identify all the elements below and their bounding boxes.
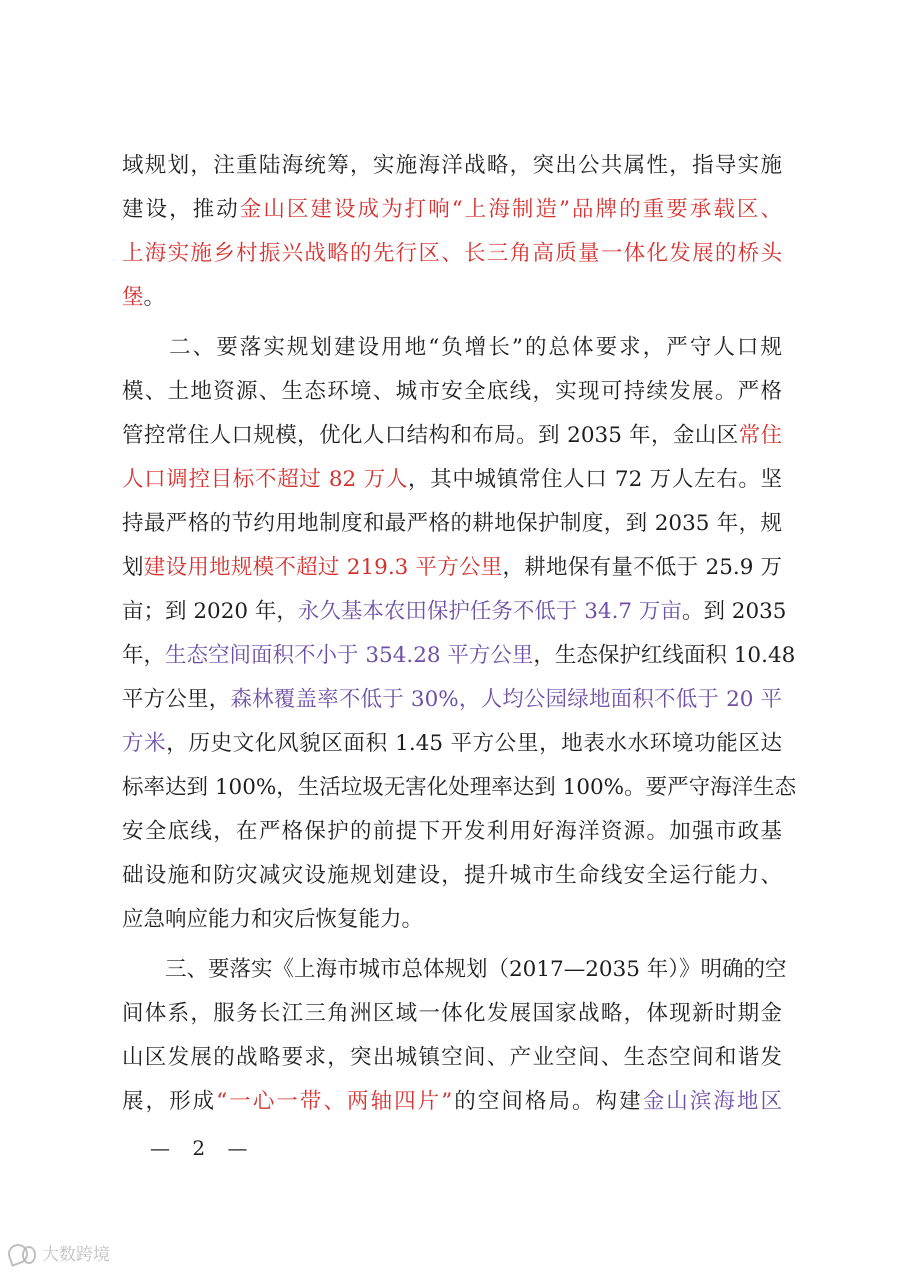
text-segment: 持最严格的节约用地制度和最严格的耕地保护制度，到 2035 年，规 xyxy=(122,511,782,536)
text-line xyxy=(122,854,782,898)
text-line xyxy=(122,948,787,992)
text-line xyxy=(122,898,782,942)
watermark xyxy=(8,1240,110,1265)
text-line xyxy=(122,1036,782,1080)
text-segment: 二、要落实规划建设用地“负增长”的总体要求，严守人口规 xyxy=(122,335,782,360)
page-number: — 2 — xyxy=(150,1136,256,1160)
text-line xyxy=(122,414,782,458)
highlight-red: 上海实施乡村振兴战略的先行区、长三角高质量一体化发展的桥头 xyxy=(122,241,782,266)
text-segment: 年， xyxy=(122,643,166,668)
text-segment: 。到 2035 xyxy=(681,599,787,624)
highlight-purple: 生态空间面积不小于 354.28 平方公里 xyxy=(165,643,534,668)
text-segment: 间体系，服务长江三角洲区域一体化发展国家战略，体现新时期金 xyxy=(122,1001,782,1026)
watermark-logo-icon xyxy=(8,1242,36,1264)
text-segment: 安全底线，在严格保护的前提下开发利用好海洋资源。加强市政基 xyxy=(122,819,782,844)
text-line xyxy=(122,810,782,854)
document-body xyxy=(122,144,797,1124)
highlight-purple: 森林覆盖率不低于 30%，人均公园绿地面积不低于 20 平 xyxy=(230,687,782,712)
highlight-red: 金山区建设成为打响“上海制造”品牌的重要承载区、 xyxy=(239,197,782,222)
highlight-red: 堡 xyxy=(122,285,144,310)
text-segment: 划 xyxy=(122,555,144,580)
text-segment: 亩；到 2020 年， xyxy=(122,599,298,624)
text-segment: ，其中城镇常住人口 72 万人左右。坚 xyxy=(408,467,783,492)
text-segment: 三、要落实《上海市城市总体规划（2017—2035 年）》明确的空 xyxy=(122,957,787,982)
text-line xyxy=(122,678,782,722)
highlight-red: 建设用地规模不超过 219.3 平方公里 xyxy=(143,555,503,580)
highlight-red: 常住 xyxy=(738,423,782,448)
highlight-red: 人口调控目标不超过 82 万人 xyxy=(122,467,409,492)
text-line xyxy=(122,634,796,678)
text-segment: ，耕地保有量不低于 25.9 万 xyxy=(502,555,782,580)
text-line xyxy=(122,458,782,502)
text-segment: 建设，推动 xyxy=(122,197,240,222)
text-line xyxy=(122,326,782,370)
watermark-text: 大数跨境 xyxy=(42,1245,110,1265)
text-line xyxy=(122,546,782,590)
text-segment: ，生态保护红线面积 10.48 xyxy=(533,643,796,668)
text-segment: 域规划，注重陆海统筹，实施海洋战略，突出公共属性，指导实施 xyxy=(122,153,782,178)
highlight-purple: 金山滨海地区 xyxy=(642,1089,782,1114)
text-segment: 。 xyxy=(143,285,166,310)
text-line xyxy=(122,590,787,634)
text-segment: 标率达到 100%，生活垃圾无害化处理率达到 100%。要严守海洋生态 xyxy=(122,775,797,800)
text-segment: 模、土地资源、生态环境、城市安全底线，实现可持续发展。严格 xyxy=(122,379,782,404)
text-segment: 展，形成 xyxy=(122,1089,217,1114)
text-segment: 山区发展的战略要求，突出城镇空间、产业空间、生态空间和谐发 xyxy=(122,1045,782,1070)
highlight-purple: 永久基本农田保护任务不低于 34.7 万亩 xyxy=(297,599,682,624)
text-line xyxy=(122,144,782,188)
text-segment: ，历史文化风貌区面积 1.45 平方公里，地表水水环境功能区达 xyxy=(166,731,782,756)
text-segment: 础设施和防灾减灾设施规划建设，提升城市生命线安全运行能力、 xyxy=(122,863,782,888)
text-segment: 管控常住人口规模，优化人口结构和布局。到 2035 年，金山区 xyxy=(122,423,739,448)
highlight-red: “一心一带、两轴四片” xyxy=(216,1089,453,1114)
text-line xyxy=(122,722,782,766)
text-line xyxy=(122,370,782,414)
text-line xyxy=(122,1080,782,1124)
text-line xyxy=(122,992,782,1036)
text-line xyxy=(122,232,782,276)
text-line xyxy=(122,502,782,546)
highlight-purple: 方米 xyxy=(122,731,167,756)
text-segment: 平方公里， xyxy=(122,687,231,712)
text-segment: 的空间格局。构建 xyxy=(452,1089,643,1114)
text-line xyxy=(122,276,782,320)
text-line xyxy=(122,766,797,810)
text-segment: 应急响应能力和灾后恢复能力。 xyxy=(122,907,424,932)
text-line xyxy=(122,188,782,232)
